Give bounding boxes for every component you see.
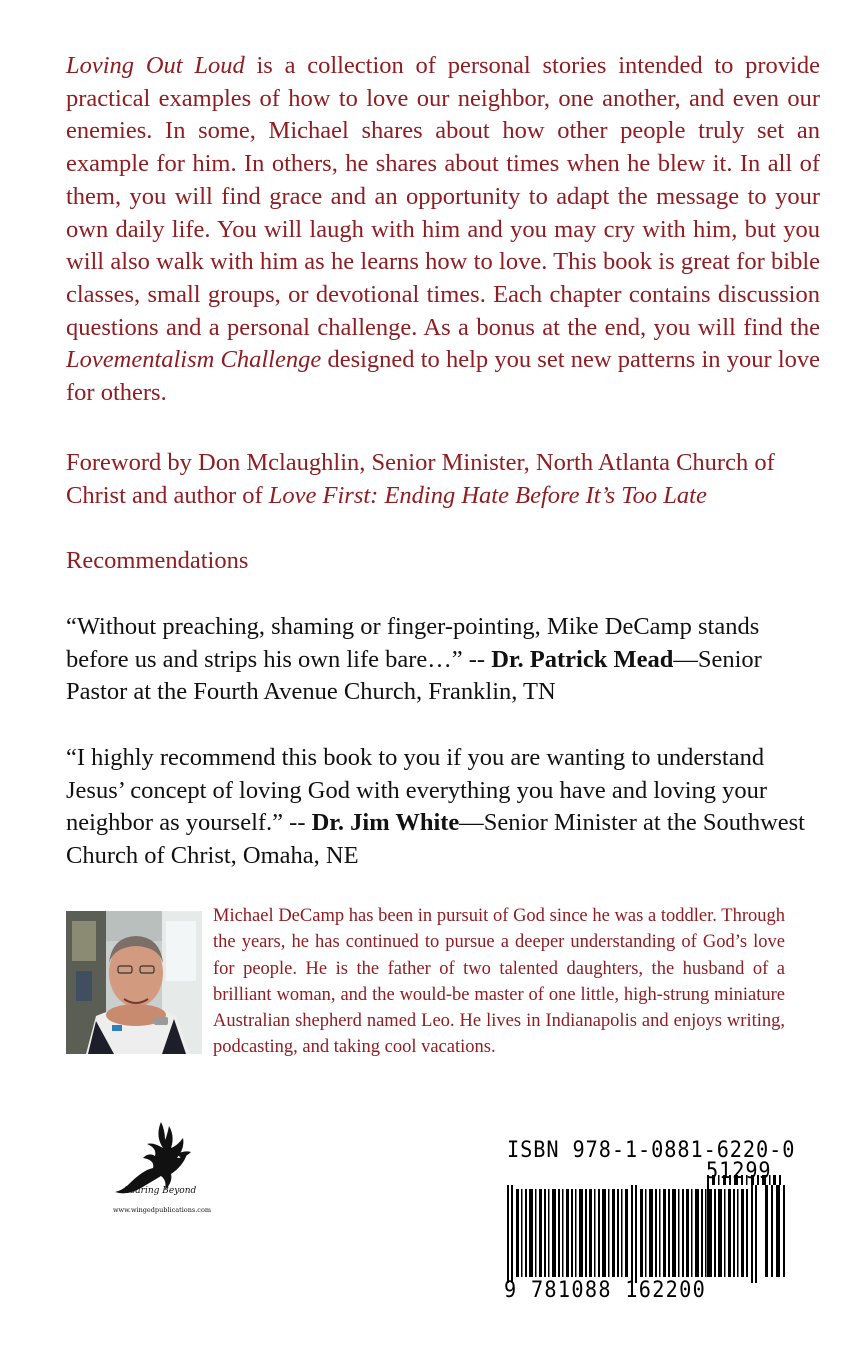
quote-text: “I highly recommend this book to you if you are wanting to understand Jesus’ concept of loving God with everything you have and loving your neighbor as yourself.” -- — [66, 744, 768, 837]
recommendations-heading: Recommendations — [66, 547, 249, 574]
foreword-text: Foreword by Don Mclaughlin, Senior Minister, North Atlanta Church of Christ and author of — [66, 449, 775, 509]
quote-author: Dr. Patrick Mead — [491, 645, 674, 673]
author-bio: Michael DeCamp has been in pursuit of God since he was a toddler. Through the years, he has continued to pursue a deeper understanding of God’s love for people. He is the father of two talented daughters, the husband of a brilliant woman, and the would-be master of one little, high-strung miniature Australian shepherd named Leo. He lives in Indianapolis and enjoys writing, podcasting, and taking cool vacations. — [213, 906, 785, 1058]
foreword-credit — [66, 447, 826, 512]
price-code: 51299 — [706, 1159, 772, 1184]
description-text-1: is a collection of personal stories intended to provide practical examples of how to love our neighbor, one another, and even our enemies. In some, Michael shares about how other people truly set an example for him. In others, he shares about times when he blew it. In all of them, you will find grace and an opportunity to adapt the message to your own daily life. You will laugh with him and you may cry with him, but you will also walk with him as he learns how to love. This book is great for bible classes, small groups, or devotional times. Each chapter contains discussion questions and a personal challenge. As a bonus at the end, you will find the — [66, 52, 820, 341]
quote-affiliation: —Senior Minister at the Southwest Church of Christ, Omaha, NE — [66, 809, 805, 870]
book-title: Loving Out Loud — [66, 52, 245, 79]
foreword-book-title: Love First: Ending Hate Before It’s Too Late — [268, 481, 707, 509]
description-text-2: designed to help you set new patterns in your love for others. — [66, 346, 820, 407]
author-photo — [66, 911, 202, 1054]
publisher-name: Soaring Beyond — [123, 1186, 197, 1196]
publisher-url: www.wingedpublications.com — [112, 1206, 212, 1214]
ean-digits: 9 781088 162200 — [504, 1278, 707, 1303]
quote-affiliation: —Senior Pastor at the Fourth Avenue Church, Franklin, TN — [66, 645, 762, 706]
book-description — [66, 50, 820, 410]
quote-author: Dr. Jim White — [311, 809, 460, 837]
isbn-number: ISBN 978-1-0881-6220-0 — [507, 1138, 796, 1163]
recommendation-quote — [66, 611, 826, 709]
challenge-title: Lovementalism Challenge — [66, 346, 322, 374]
quote-text: “Without preaching, shaming or finger-pointing, Mike DeCamp stands before us and strips his own life bare…” -- — [66, 613, 760, 673]
recommendation-quote — [66, 742, 826, 873]
